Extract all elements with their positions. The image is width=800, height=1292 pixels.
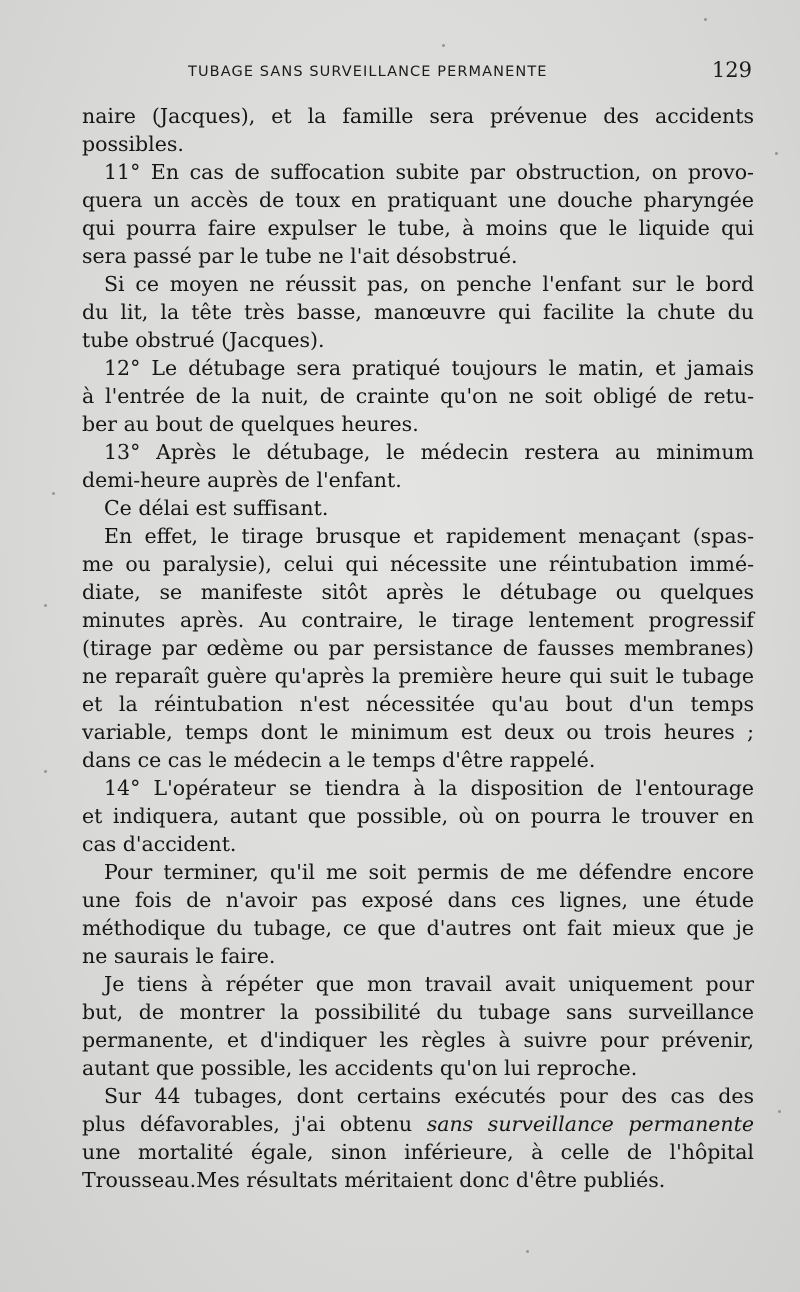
text-line: cas d'accident. — [82, 832, 237, 856]
body-text — [82, 102, 754, 1194]
text-line: une fois de n'avoir pas exposé dans ces lignes, une étude — [82, 888, 754, 912]
text-line: En effet, le tirage brusque et rapidement menaçant (spas- — [104, 524, 754, 548]
scan-speck — [775, 152, 778, 155]
text-line: 11° En cas de suffocation subite par obstruction, on provo- — [104, 160, 754, 184]
text-line: diate, se manifeste sitôt après le détubage ou quelques — [82, 580, 754, 604]
running-title: TUBAGE SANS SURVEILLANCE PERMANENTE — [188, 64, 548, 80]
scan-speck — [44, 770, 47, 773]
text-line-with-italic — [82, 1110, 754, 1138]
text-line: Je tiens à répéter que mon travail avait uniquement pour — [104, 972, 754, 996]
scan-speck — [704, 18, 707, 21]
text-line: du lit, la tête très basse, manœuvre qui facilite la chute du — [82, 300, 754, 324]
text-line: but, de montrer la possibilité du tubage sans surveillance — [82, 1000, 754, 1024]
scan-speck — [44, 604, 47, 607]
text-line: Sur 44 tubages, dont certains exécutés pour des cas des — [104, 1084, 754, 1108]
text-line: et indiquera, autant que possible, où on pourra le trouver en — [82, 804, 754, 828]
text-line: sera passé par le tube ne l'ait désobstrué. — [82, 244, 518, 268]
text-line: méthodique du tubage, ce que d'autres ont fait mieux que je — [82, 916, 754, 940]
text-segment: plus défavorables, j'ai obtenu — [82, 1112, 427, 1136]
scan-speck — [526, 1250, 529, 1253]
text-line: Si ce moyen ne réussit pas, on penche l'enfant sur le bord — [104, 272, 754, 296]
text-line: 13° Après le détubage, le médecin restera au minimum — [104, 440, 754, 464]
scan-speck — [442, 44, 445, 47]
text-line: variable, temps dont le minimum est deux ou trois heures ; — [82, 720, 754, 744]
page-header — [80, 58, 754, 88]
text-line: qui pourra faire expulser le tube, à moins que le liquide qui — [82, 216, 754, 240]
text-line: tube obstrué (Jacques). — [82, 328, 325, 352]
text-line: une mortalité égale, sinon inférieure, à celle de l'hôpital — [82, 1140, 754, 1164]
italic-emphasis: sans surveillance permanente — [426, 1112, 754, 1136]
text-line: me ou paralysie), celui qui nécessite une réintubation immé- — [82, 552, 754, 576]
text-line: Pour terminer, qu'il me soit permis de me défendre encore — [104, 860, 754, 884]
text-line: minutes après. Au contraire, le tirage lentement progressif — [82, 608, 754, 632]
text-line: et la réintubation n'est nécessitée qu'au bout d'un temps — [82, 692, 754, 716]
scan-speck — [778, 1110, 781, 1113]
page-number: 129 — [711, 58, 752, 82]
text-line: ne reparaît guère qu'après la première heure qui suit le tubage — [82, 664, 754, 688]
text-line: permanente, et d'indiquer les règles à suivre pour prévenir, — [82, 1028, 754, 1052]
text-line: ne saurais le faire. — [82, 944, 276, 968]
text-line: (tirage par œdème ou par persistance de fausses membranes) — [82, 636, 754, 660]
text-line: 12° Le détubage sera pratiqué toujours le matin, et jamais — [104, 356, 754, 380]
text-line: possibles. — [82, 132, 184, 156]
scan-speck — [52, 492, 55, 495]
text-line: Ce délai est suffisant. — [104, 496, 329, 520]
text-line: à l'entrée de la nuit, de crainte qu'on ne soit obligé de retu- — [82, 384, 754, 408]
text-line: naire (Jacques), et la famille sera prévenue des accidents — [82, 104, 754, 128]
text-line: ber au bout de quelques heures. — [82, 412, 419, 436]
text-line: quera un accès de toux en pratiquant une douche pharyngée — [82, 188, 754, 212]
text-line: Trousseau.Mes résultats méritaient donc d'être publiés. — [82, 1168, 666, 1192]
text-line: demi-heure auprès de l'enfant. — [82, 468, 402, 492]
text-line: autant que possible, les accidents qu'on lui reproche. — [82, 1056, 638, 1080]
text-line: dans ce cas le médecin a le temps d'être rappelé. — [82, 748, 596, 772]
text-line: 14° L'opérateur se tiendra à la disposition de l'entourage — [104, 776, 754, 800]
